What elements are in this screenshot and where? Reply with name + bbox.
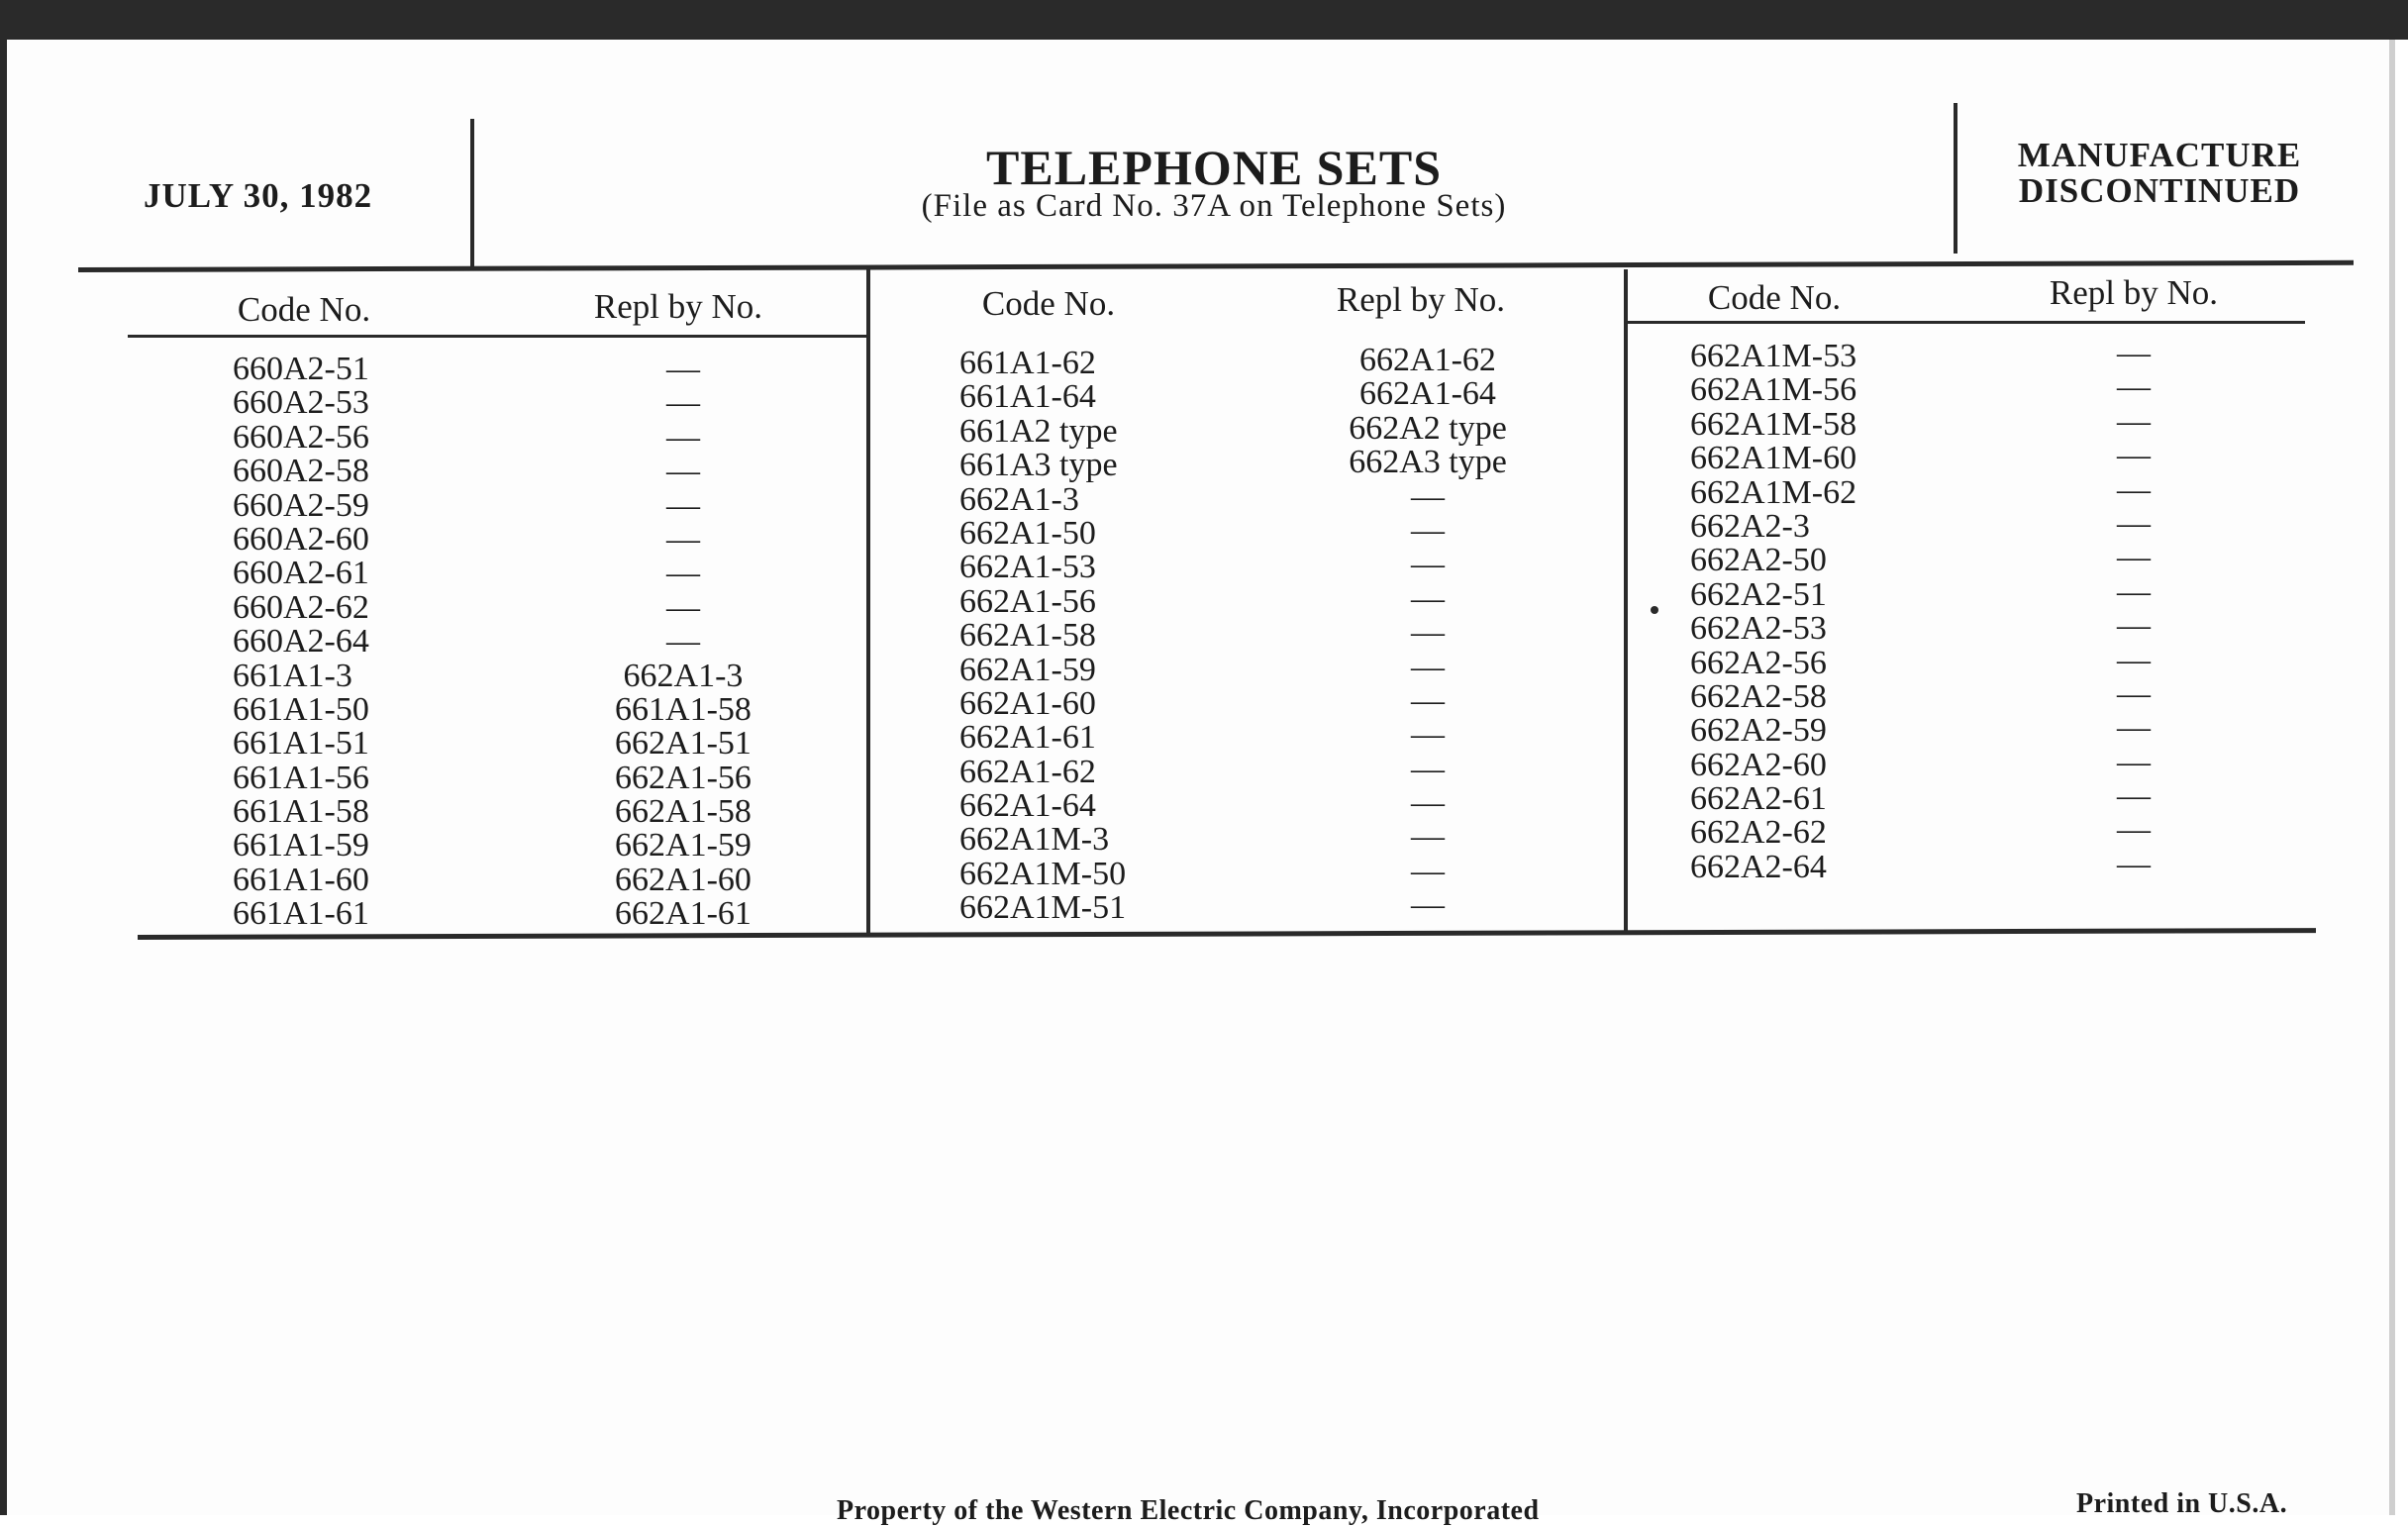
list-item: —	[666, 453, 700, 490]
list-item: 660A2-62	[233, 588, 369, 626]
list-item: —	[2117, 641, 2151, 678]
list-item: 660A2-53	[233, 384, 369, 422]
list-item: 662A1-60	[959, 684, 1096, 722]
group2-code-list	[959, 347, 1256, 926]
list-item: 662A1-61	[615, 895, 752, 933]
list-item: 662A1-62	[1359, 342, 1496, 378]
group3-header-rule	[1628, 321, 2305, 324]
list-item: 660A2-60	[233, 520, 369, 558]
list-item: —	[2117, 368, 2151, 406]
list-item: 661A1-61	[233, 895, 369, 933]
column-divider-1	[866, 269, 870, 935]
list-item: —	[2117, 470, 2151, 508]
list-item: 660A2-59	[233, 486, 369, 524]
list-item: 661A1-51	[233, 725, 369, 763]
list-item: —	[1411, 648, 1445, 685]
list-item: 662A2-3	[1690, 507, 1810, 545]
list-item: 662A1-58	[615, 793, 752, 831]
index-card	[7, 40, 2395, 1526]
footer-property: Property of the Western Electric Company, Incorporated	[837, 1495, 1540, 1526]
column-divider-2	[1624, 269, 1628, 935]
status-manufacture: MANUFACTURE	[2017, 136, 2302, 174]
footer-printed: Printed in U.S.A.	[2076, 1488, 2288, 1519]
list-item: 662A1M-50	[959, 855, 1127, 892]
list-item: 660A2-64	[233, 623, 369, 661]
list-item: 662A1-61	[959, 719, 1096, 757]
list-item: 661A2 type	[959, 412, 1118, 450]
list-item: 661A1-58	[233, 793, 369, 831]
list-item: 662A1-60	[615, 861, 752, 898]
list-item: 662A2-59	[1690, 712, 1827, 750]
group1-code-list	[233, 353, 530, 932]
list-item: 662A2 type	[1349, 409, 1507, 447]
group3-code-list	[1690, 340, 1987, 884]
list-item: —	[1411, 511, 1445, 549]
list-item: —	[2117, 572, 2151, 610]
list-item: 662A2-64	[1690, 848, 1827, 885]
list-item: 662A2-53	[1690, 610, 1827, 648]
list-item: —	[2117, 709, 2151, 747]
list-item: 662A1M-3	[959, 821, 1110, 859]
list-item: 660A2-61	[233, 555, 369, 592]
list-item: 661A1-60	[233, 861, 369, 898]
list-item: —	[666, 588, 700, 626]
list-item: 662A1-56	[615, 759, 752, 796]
scan-top-border	[0, 0, 2408, 40]
list-item: 662A2-50	[1690, 542, 1827, 579]
list-item: —	[666, 418, 700, 456]
list-item: 662A1M-53	[1690, 338, 1857, 374]
list-item: 662A1M-60	[1690, 440, 1857, 477]
list-item: —	[666, 520, 700, 558]
list-item: —	[1411, 614, 1445, 652]
list-item: —	[2117, 539, 2151, 576]
list-item: 662A1-50	[959, 514, 1096, 552]
card-subtitle: (File as Card No. 37A on Telephone Sets)	[921, 188, 1507, 224]
list-item: —	[2117, 335, 2151, 371]
list-item: 662A1-64	[959, 787, 1096, 825]
list-item: 662A1-62	[959, 753, 1096, 790]
list-item: —	[1411, 477, 1445, 515]
list-item: —	[2117, 437, 2151, 474]
list-item: 662A2-60	[1690, 746, 1827, 783]
list-item: 662A2-56	[1690, 644, 1827, 681]
group1-header-rule	[128, 335, 866, 338]
list-item: 661A1-56	[233, 759, 369, 796]
group2-code-header: Code No.	[981, 284, 1116, 323]
list-item: 661A3 type	[959, 447, 1118, 484]
group2-repl-list	[1279, 344, 1576, 923]
card-date: JULY 30, 1982	[144, 176, 373, 215]
group1-repl-list	[535, 353, 832, 932]
list-item: —	[1411, 750, 1445, 787]
list-item: —	[2117, 811, 2151, 849]
list-item: 661A1-59	[233, 827, 369, 865]
header-divider-right	[1954, 103, 1957, 254]
list-item: 662A1-59	[615, 827, 752, 865]
group1-code-header: Code No.	[237, 290, 371, 329]
list-item: —	[666, 486, 700, 524]
list-item: 662A1M-62	[1690, 473, 1857, 511]
list-item: 662A1-64	[1359, 375, 1496, 413]
list-item: —	[1411, 681, 1445, 719]
list-item: —	[2117, 743, 2151, 780]
list-item: 662A1M-56	[1690, 371, 1857, 409]
list-item: —	[1411, 818, 1445, 856]
list-item: 662A1-53	[959, 549, 1096, 586]
group3-repl-header: Repl by No.	[2049, 273, 2219, 312]
list-item: 662A1M-58	[1690, 405, 1857, 443]
list-item: 661A1-64	[959, 378, 1096, 416]
scan-left-border	[0, 0, 7, 1515]
group1-repl-header: Repl by No.	[593, 287, 763, 326]
list-item: —	[1411, 784, 1445, 822]
list-item: —	[2117, 402, 2151, 440]
group2-repl-header: Repl by No.	[1336, 280, 1506, 319]
list-item: 662A1-3	[959, 480, 1079, 518]
list-item: 662A2-51	[1690, 575, 1827, 613]
list-item: 662A1-59	[959, 651, 1096, 688]
group3-repl-list	[1985, 337, 2282, 881]
list-item: 662A1-51	[615, 725, 752, 763]
list-item: 662A3 type	[1349, 444, 1507, 481]
list-item: 662A1M-51	[959, 889, 1127, 927]
list-item: —	[2117, 504, 2151, 542]
list-item: —	[1411, 852, 1445, 889]
list-item: 662A1-58	[959, 617, 1096, 655]
list-item: —	[1411, 886, 1445, 924]
list-item: —	[2117, 674, 2151, 712]
list-item: 661A1-58	[615, 690, 752, 728]
list-item: 660A2-58	[233, 453, 369, 490]
table-top-rule	[78, 260, 2354, 272]
list-item: 660A2-51	[233, 351, 369, 387]
stray-dot-mark	[1651, 606, 1658, 614]
list-item: 662A2-61	[1690, 780, 1827, 818]
card-title: TELEPHONE SETS	[986, 140, 1442, 195]
list-item: 662A1-3	[623, 657, 744, 694]
list-item: —	[666, 351, 700, 387]
list-item: —	[1411, 546, 1445, 583]
list-item: 661A1-50	[233, 690, 369, 728]
list-item: —	[2117, 607, 2151, 645]
list-item: 661A1-3	[233, 657, 352, 694]
list-item: —	[1411, 579, 1445, 617]
list-item: 662A2-62	[1690, 814, 1827, 852]
list-item: 660A2-56	[233, 418, 369, 456]
list-item: —	[666, 555, 700, 592]
group3-code-header: Code No.	[1707, 278, 1842, 317]
list-item: —	[2117, 845, 2151, 882]
list-item: 662A2-58	[1690, 677, 1827, 715]
list-item: 662A1-56	[959, 582, 1096, 620]
list-item: —	[2117, 777, 2151, 815]
list-item: 661A1-62	[959, 345, 1096, 381]
list-item: —	[666, 623, 700, 661]
list-item: —	[1411, 716, 1445, 754]
status-discontinued: DISCONTINUED	[2018, 171, 2301, 210]
list-item: —	[666, 384, 700, 422]
